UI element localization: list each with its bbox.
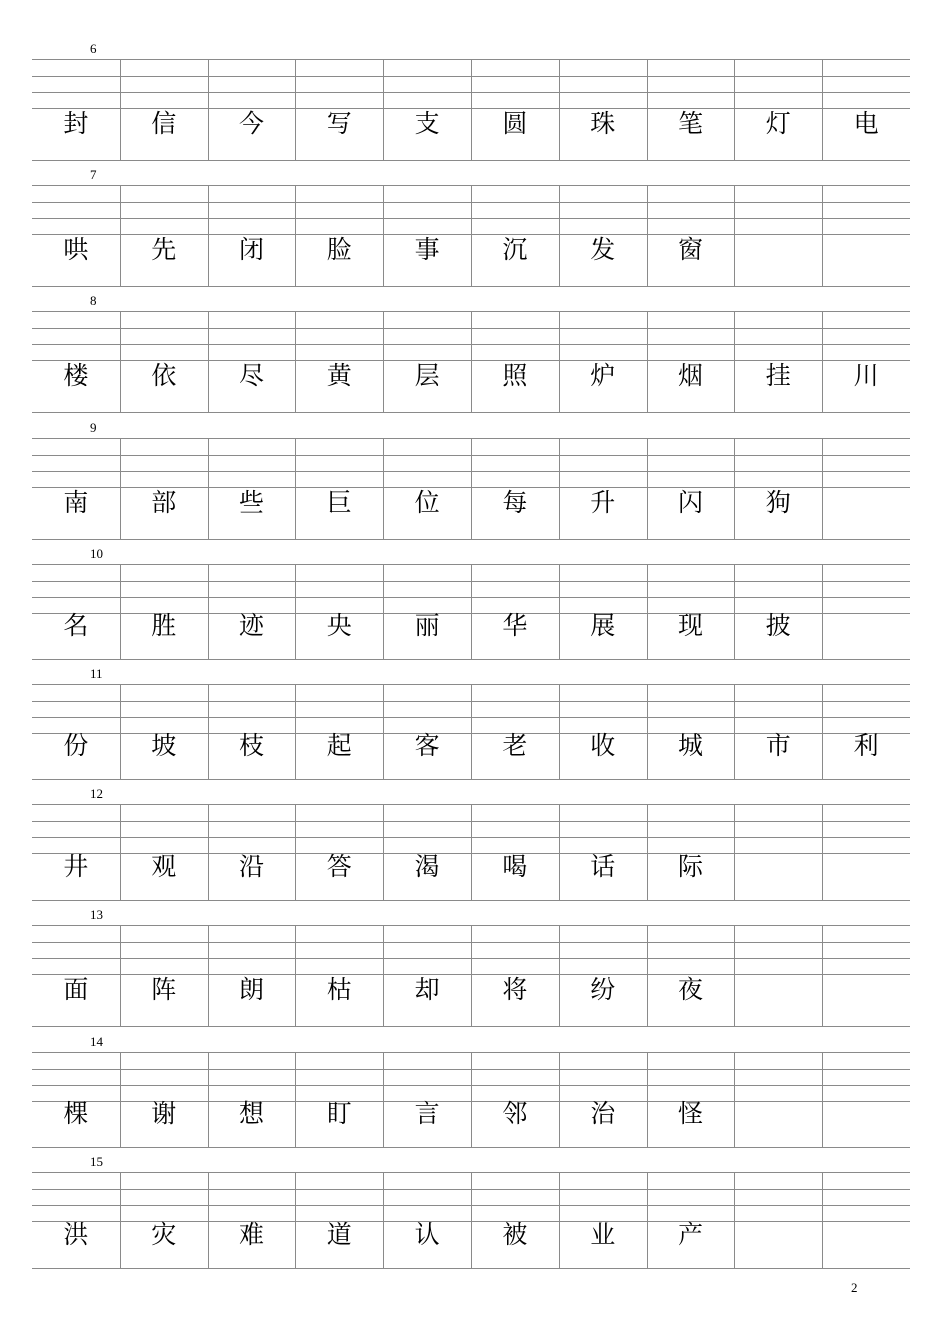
character-cell: 喝 — [502, 851, 528, 881]
character-cell: 位 — [414, 488, 440, 517]
character-cell: 胜 — [151, 611, 177, 640]
character-cell: 朗 — [238, 975, 264, 1004]
character-cell: 事 — [414, 235, 440, 264]
guide-line — [32, 539, 910, 540]
character-cell: 写 — [326, 109, 352, 138]
lesson-number: 14 — [90, 1034, 103, 1049]
character-cell: 圆 — [502, 109, 528, 138]
column-divider — [822, 804, 823, 900]
character-cell: 认 — [414, 1219, 440, 1249]
column-divider — [734, 1172, 735, 1268]
guide-line — [32, 412, 910, 413]
character-cell: 先 — [151, 235, 177, 264]
column-divider — [822, 1172, 823, 1268]
character-cell: 城 — [677, 731, 703, 760]
column-divider — [822, 564, 823, 659]
lesson-number: 12 — [90, 786, 103, 801]
character-cell: 话 — [590, 851, 616, 881]
column-divider — [734, 804, 735, 900]
column-divider — [734, 185, 735, 286]
character-cell: 笔 — [677, 109, 703, 138]
character-cell: 哄 — [63, 235, 89, 264]
character-cell: 客 — [414, 731, 440, 760]
character-cell: 楼 — [63, 361, 89, 390]
character-cell: 份 — [63, 731, 89, 760]
character-cell: 封 — [63, 109, 89, 138]
character-cell: 夜 — [677, 975, 703, 1004]
lesson-number: 7 — [90, 167, 97, 182]
character-cell: 面 — [63, 975, 89, 1004]
lesson-block — [32, 421, 910, 540]
character-cell: 邻 — [502, 1099, 528, 1128]
lesson-block — [32, 1155, 910, 1269]
character-cell: 难 — [238, 1219, 264, 1249]
character-cell: 产 — [677, 1219, 703, 1249]
character-cell: 收 — [590, 731, 616, 760]
character-cell: 支 — [414, 109, 440, 138]
character-cell: 每 — [502, 488, 528, 517]
character-cell: 今 — [238, 109, 264, 138]
character-cell: 谢 — [151, 1099, 177, 1128]
guide-line — [32, 659, 910, 660]
character-cell: 闪 — [677, 488, 703, 517]
column-divider — [822, 438, 823, 539]
column-divider — [822, 1052, 823, 1147]
column-divider — [734, 1052, 735, 1147]
character-cell: 却 — [414, 975, 440, 1004]
character-cell: 信 — [151, 109, 177, 138]
lesson-block — [32, 787, 910, 901]
page-number: 2 — [851, 1280, 858, 1295]
character-cell: 南 — [63, 488, 89, 517]
character-cell: 灯 — [765, 109, 791, 138]
character-cell: 发 — [590, 235, 616, 264]
character-cell: 电 — [853, 109, 879, 138]
character-cell: 沉 — [502, 235, 528, 264]
character-cell: 想 — [238, 1099, 264, 1128]
character-cell: 闭 — [238, 235, 264, 264]
character-cell: 川 — [853, 361, 879, 390]
character-cell: 些 — [238, 488, 264, 517]
character-cell: 答 — [326, 851, 352, 881]
character-cell: 棵 — [63, 1099, 89, 1128]
character-cell: 纷 — [590, 975, 616, 1004]
character-cell: 枯 — [326, 975, 352, 1004]
character-cell: 现 — [677, 611, 703, 640]
lesson-number: 8 — [90, 293, 97, 308]
character-cell: 丽 — [414, 611, 440, 640]
guide-line — [32, 779, 910, 780]
character-cell: 华 — [502, 611, 528, 640]
character-cell: 披 — [765, 611, 791, 640]
lesson-block — [32, 547, 910, 660]
lesson-block — [32, 294, 910, 413]
lesson-block — [32, 42, 910, 161]
lesson-number: 6 — [90, 41, 97, 56]
character-cell: 升 — [590, 488, 616, 517]
guide-line — [32, 286, 910, 287]
guide-line — [32, 1268, 910, 1269]
column-divider — [822, 925, 823, 1026]
lesson-block — [32, 667, 910, 780]
lesson-number: 9 — [90, 420, 97, 435]
character-cell: 名 — [63, 611, 89, 640]
character-cell: 渴 — [414, 851, 440, 881]
character-cell: 怪 — [677, 1099, 703, 1128]
character-cell: 炉 — [590, 361, 616, 390]
character-cell: 灾 — [151, 1219, 177, 1249]
character-cell: 井 — [63, 851, 89, 881]
character-cell: 老 — [502, 731, 528, 760]
lesson-block — [32, 168, 910, 287]
character-cell: 挂 — [765, 361, 791, 390]
character-cell: 脸 — [326, 235, 352, 264]
guide-line — [32, 1147, 910, 1148]
character-cell: 市 — [765, 731, 791, 760]
lesson-block — [32, 1035, 910, 1148]
character-cell: 业 — [590, 1219, 616, 1249]
character-cell: 沿 — [238, 851, 264, 881]
lesson-number: 13 — [90, 907, 103, 922]
character-cell: 利 — [853, 731, 879, 760]
character-cell: 洪 — [63, 1219, 89, 1249]
character-cell: 照 — [502, 361, 528, 390]
character-cell: 层 — [414, 361, 440, 390]
character-cell: 央 — [326, 611, 352, 640]
character-cell: 尽 — [238, 361, 264, 390]
guide-line — [32, 1026, 910, 1027]
lesson-number: 10 — [90, 546, 103, 561]
character-cell: 观 — [151, 851, 177, 881]
character-cell: 部 — [151, 488, 177, 517]
character-cell: 阵 — [151, 975, 177, 1004]
lesson-block — [32, 908, 910, 1027]
character-cell: 盯 — [326, 1099, 352, 1128]
lesson-number: 15 — [90, 1154, 103, 1169]
character-cell: 窗 — [677, 235, 703, 264]
character-cell: 迹 — [238, 611, 264, 640]
character-cell: 坡 — [151, 731, 177, 760]
character-cell: 将 — [502, 975, 528, 1004]
character-cell: 言 — [414, 1099, 440, 1128]
character-cell: 道 — [326, 1219, 352, 1249]
character-cell: 起 — [326, 731, 352, 760]
guide-line — [32, 160, 910, 161]
character-cell: 枝 — [238, 731, 264, 760]
character-cell: 狗 — [765, 488, 791, 517]
character-cell: 烟 — [677, 361, 703, 390]
lesson-number: 11 — [90, 666, 103, 681]
character-cell: 珠 — [590, 109, 616, 138]
character-cell: 际 — [677, 851, 703, 881]
character-cell: 巨 — [326, 488, 352, 517]
character-cell: 治 — [590, 1099, 616, 1128]
column-divider — [822, 185, 823, 286]
guide-line — [32, 900, 910, 901]
character-cell: 黄 — [326, 361, 352, 390]
character-cell: 被 — [502, 1219, 528, 1249]
character-cell: 依 — [151, 361, 177, 390]
column-divider — [734, 925, 735, 1026]
character-cell: 展 — [590, 611, 616, 640]
